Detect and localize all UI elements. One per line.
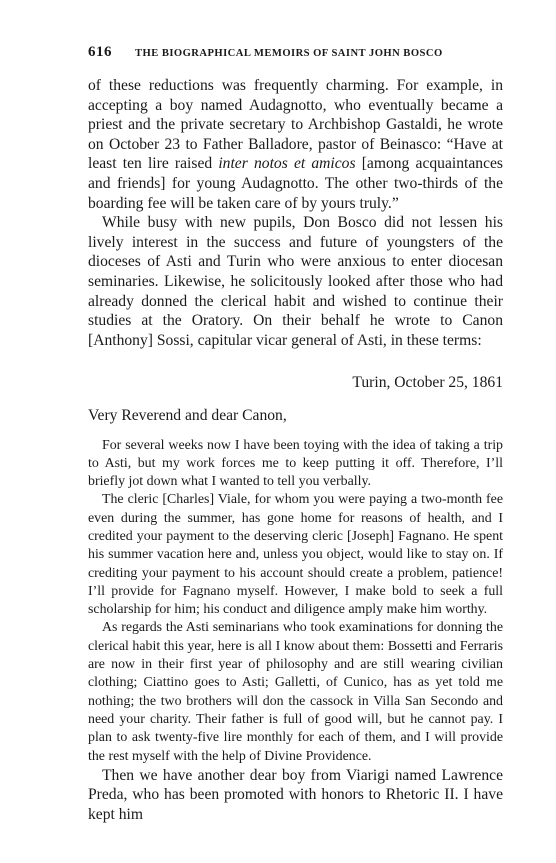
page-number: 616: [88, 44, 112, 60]
body-paragraph-2: While busy with new pupils, Don Bosco did not lessen his lively interest in the success and future of youngsters of the dioceses of Asti and Turin who were anxious to enter diocesan seminaries. Likewise, he solicitously looked after those who had already donned the clerical habit and wished to continue their studies at the Oratory. On their behalf he wrote to Canon [Anthony] Sossi, capitular vicar general of Asti, in these terms:: [88, 214, 503, 349]
running-header: [88, 44, 503, 66]
letter-paragraph-1: For several weeks now I have been toying with the idea of taking a trip to Asti, but my work forces me to keep putting it off. Therefore, I’ll briefly jot down what I wanted to tell you verbally.: [88, 437, 503, 490]
running-title: THE BIOGRAPHICAL MEMOIRS OF SAINT JOHN BOSCO: [135, 48, 443, 59]
latin-phrase: inter notos et amicos: [218, 155, 356, 173]
letter-paragraph-4: Then we have another dear boy from Viarigi named Lawrence Preda, who has been promoted with honors to Rhetoric II. I have kept him: [88, 766, 503, 824]
body-paragraph-1-text: of these reductions was frequently charming. For example, in accepting a boy named Audagnotto, who eventually became a priest and the private secretary to Archbishop Gastaldi, he wrote on October 23 to Father Balladore, pastor of Beinasco: “Have at least ten lire raised: [88, 77, 503, 173]
letter-dateline: Turin, October 25, 1861: [352, 374, 503, 392]
letter-paragraph-3: As regards the Asti seminarians who took examinations for donning the clerical habit this year, here is all I know about them: Bossetti and Ferraris are now in their first year of philosophy and are still wearing civilian clothing; Ciattino goes to Asti; Galletti, of Cunico, has as yet told me nothing; the two brothers will don the cassock in Villa San Secondo and need your charity. Their father is full of good will, but he cannot pay. I plan to ask twenty-five lire monthly for each of them, and I will provide the rest myself with the help of Divine Providence.: [88, 620, 503, 764]
letter-paragraph-2: The cleric [Charles] Viale, for whom you were paying a two-month fee even during the summer, has gone home for reasons of health, and I credited your payment to the deserving cleric [Joseph] Fagnano. He spent his summer vacation here and, unless you object, would like to stay on. If crediting your payment to his account should create a problem, patience! I’ll provide for Fagnano myself. However, I make bold to seek a full scholarship for him; his conduct and diligence amply make him worthy.: [88, 492, 503, 618]
letter-salutation: Very Reverend and dear Canon,: [88, 406, 287, 424]
body-paragraph-1-continuation: [among acquaintances and friends] for young Audagnotto. The other two-thirds of the boarding fee will be taken care of by yours truly.”: [88, 155, 503, 212]
letter-body: [88, 437, 503, 825]
body-paragraph-1: [88, 76, 503, 213]
book-page: [88, 44, 503, 825]
